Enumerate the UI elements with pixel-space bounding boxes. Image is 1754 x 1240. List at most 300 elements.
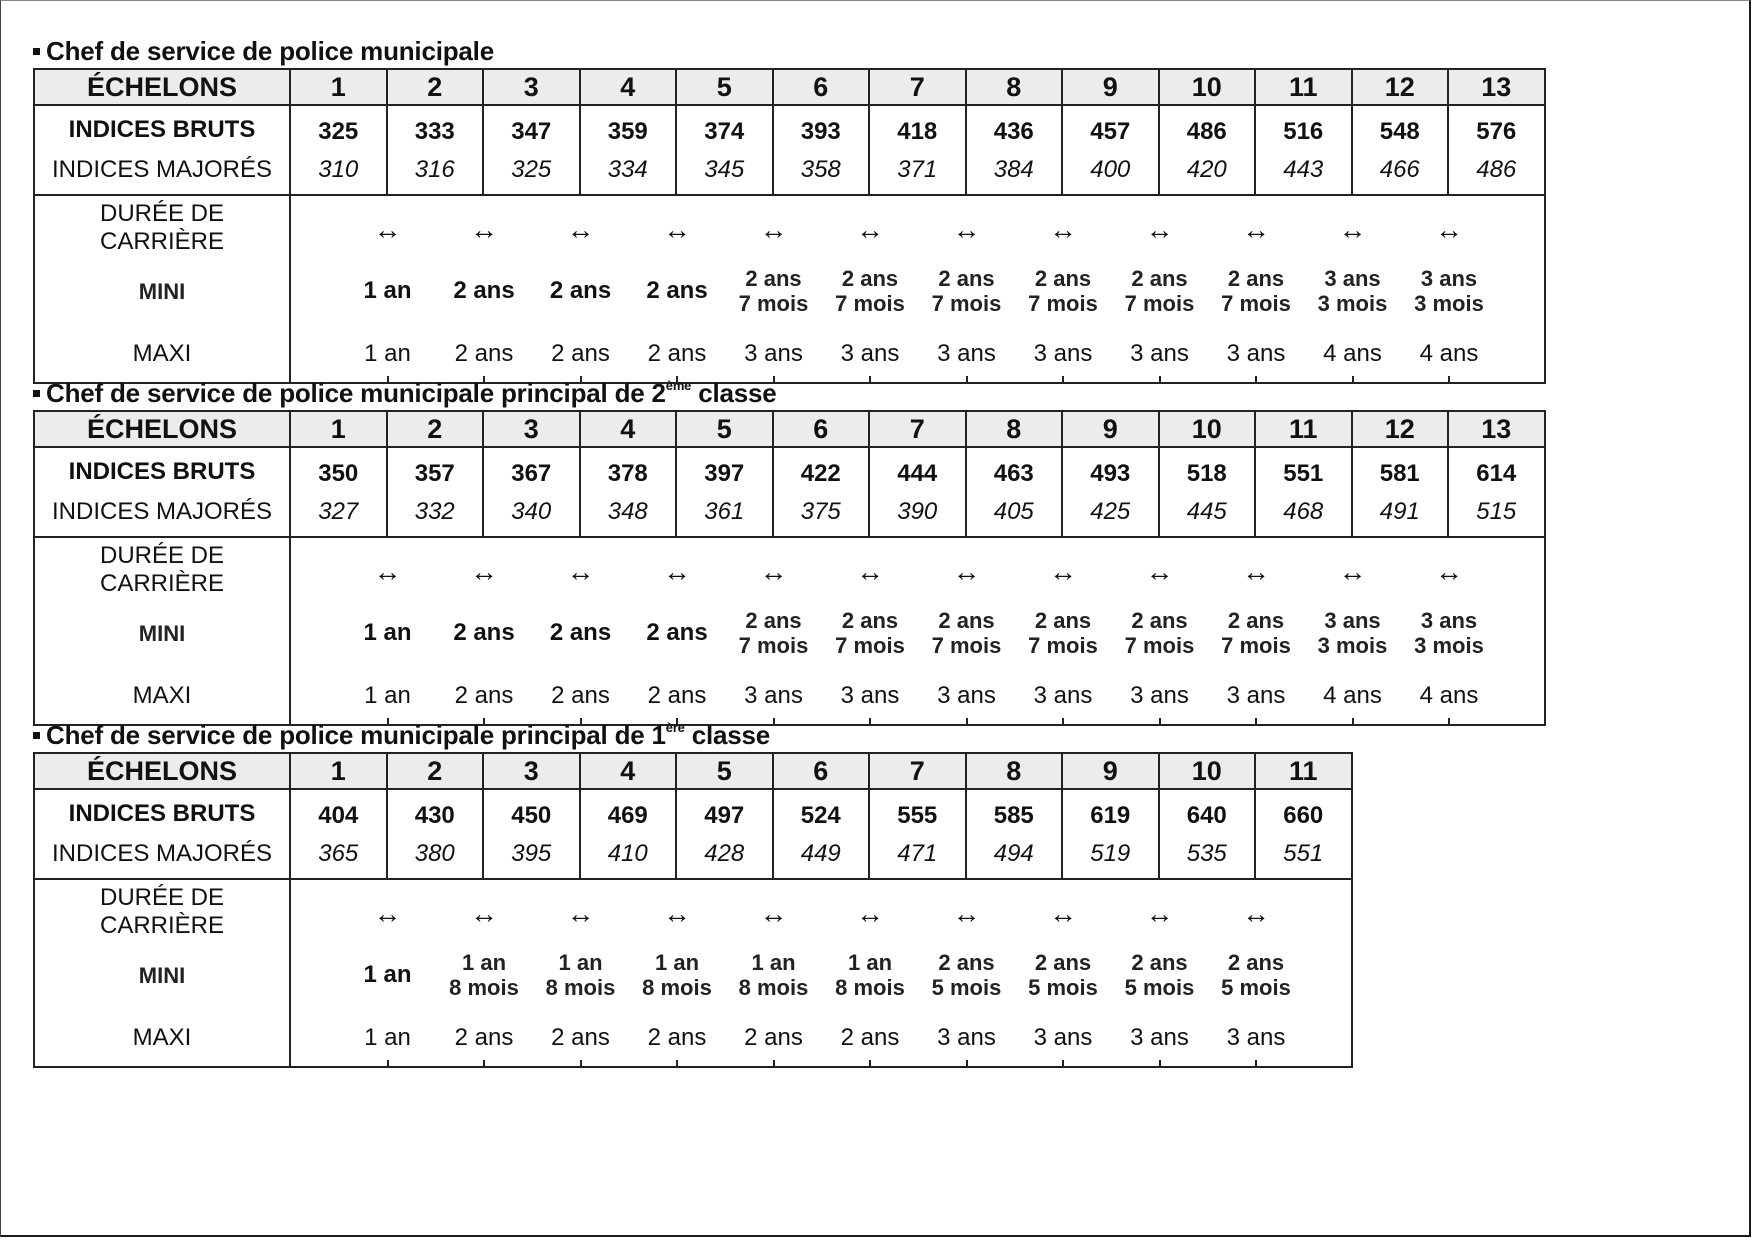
maxi-duration: 3 ans (1033, 682, 1093, 709)
indice-brut-value: 444 (897, 460, 938, 487)
transition-column (1015, 538, 1112, 724)
echelon-number: 13 (1448, 411, 1545, 447)
indice-majore-value: 425 (1090, 498, 1131, 525)
indice-majore-value: 420 (1186, 156, 1227, 183)
mini-duration: 2 ans 7 mois (1124, 266, 1195, 316)
maxi-duration: 3 ans (1226, 682, 1286, 709)
maxi-duration: 3 ans (1130, 682, 1189, 709)
double-arrow-icon: ↔ (663, 898, 691, 929)
bullet-icon (33, 48, 40, 55)
duree-label: DURÉE DE CARRIÈRE (99, 542, 225, 597)
indices-row (34, 789, 1352, 879)
tick-mark (580, 1060, 582, 1068)
indice-majore-value: 466 (1379, 156, 1420, 183)
transition-column (436, 880, 533, 1066)
transition-column (1208, 880, 1305, 1066)
transition-column (339, 538, 436, 724)
double-arrow-icon: ↔ (1049, 214, 1077, 245)
double-arrow-icon: ↔ (373, 556, 402, 587)
double-arrow-icon: ↔ (1049, 898, 1077, 929)
echelon-number: 6 (773, 411, 870, 447)
echelons-label: ÉCHELONS (34, 411, 290, 447)
indice-majore-value: 327 (318, 498, 359, 525)
duree-values-cell (290, 537, 1545, 725)
section-title-text: Chef de service de police municipale (46, 36, 494, 66)
echelon-table (33, 410, 1546, 726)
tick-mark (1448, 718, 1450, 726)
double-arrow-icon: ↔ (566, 214, 595, 245)
mini-duration: 2 ans (646, 619, 708, 646)
indice-majore-value: 491 (1379, 498, 1420, 525)
indices-cell (676, 105, 773, 195)
indice-majore-value: 365 (318, 840, 359, 867)
mini-duration: 1 an (363, 619, 412, 646)
indice-brut-value: 516 (1283, 118, 1324, 145)
mini-duration: 3 ans 3 mois (1317, 266, 1388, 316)
echelon-number: 3 (483, 753, 580, 789)
indices-cell (1159, 105, 1256, 195)
transition-column (339, 880, 436, 1066)
double-arrow-icon: ↔ (663, 214, 691, 245)
section-title-superscript: ère (665, 720, 685, 735)
indice-majore-value: 380 (414, 840, 455, 867)
indices-row (34, 447, 1545, 537)
transition-column (339, 196, 436, 382)
indice-majore-value: 519 (1090, 840, 1131, 867)
mini-duration: 2 ans 7 mois (1124, 608, 1195, 658)
indice-majore-value: 551 (1283, 840, 1324, 867)
mini-duration: 1 an (363, 277, 412, 304)
transition-column (918, 538, 1015, 724)
mini-duration: 2 ans 7 mois (1028, 608, 1098, 658)
indices-cell (1062, 105, 1159, 195)
maxi-duration: 2 ans (647, 340, 707, 367)
indices-cell (1352, 447, 1449, 537)
double-arrow-icon: ↔ (759, 556, 788, 587)
maxi-duration: 3 ans (937, 682, 996, 709)
transition-column (1015, 880, 1112, 1066)
indices-cell (1159, 789, 1256, 879)
indices-label-cell (34, 105, 290, 195)
mini-label: MINI (138, 279, 186, 304)
double-arrow-icon: ↔ (856, 898, 884, 929)
indice-majore-value: 468 (1283, 498, 1324, 525)
indices-cell (966, 447, 1063, 537)
duree-area (291, 196, 1544, 382)
indices-cell (483, 105, 580, 195)
indices-cell (1062, 789, 1159, 879)
echelon-number: 9 (1062, 753, 1159, 789)
tick-mark (483, 1060, 485, 1068)
transition-column (725, 538, 822, 724)
double-arrow-icon: ↔ (373, 214, 402, 245)
duree-values-cell (290, 879, 1352, 1067)
maxi-duration: 1 an (364, 682, 411, 709)
mini-duration: 2 ans 7 mois (931, 266, 1002, 316)
double-arrow-icon: ↔ (1242, 898, 1270, 929)
maxi-duration: 4 ans (1323, 682, 1382, 709)
maxi-duration: 3 ans (937, 340, 996, 367)
indice-brut-value: 393 (800, 118, 841, 145)
maxi-duration: 2 ans (551, 1024, 610, 1051)
indice-majore-value: 345 (704, 156, 745, 183)
mini-duration: 2 ans 5 mois (1124, 950, 1195, 1000)
transition-column (822, 538, 919, 724)
double-arrow-icon: ↔ (952, 556, 981, 587)
duree-area (291, 538, 1544, 724)
indice-brut-value: 497 (704, 802, 745, 829)
mini-duration: 1 an (363, 961, 412, 988)
double-arrow-icon: ↔ (1145, 556, 1174, 587)
indice-majore-value: 494 (993, 840, 1034, 867)
echelons-label: ÉCHELONS (34, 753, 290, 789)
indice-brut-value: 640 (1186, 802, 1227, 829)
mini-duration: 1 an 8 mois (738, 950, 809, 1000)
maxi-duration: 2 ans (744, 1024, 803, 1051)
indice-brut-value: 325 (318, 118, 359, 145)
echelon-number: 9 (1062, 411, 1159, 447)
double-arrow-icon: ↔ (470, 898, 498, 929)
indices-cell (773, 789, 870, 879)
indice-majore-value: 316 (414, 156, 455, 183)
transition-column (532, 196, 629, 382)
indice-majore-value: 405 (993, 498, 1034, 525)
maxi-duration: 4 ans (1419, 340, 1479, 367)
echelon-number: 2 (387, 411, 484, 447)
indice-majore-value: 348 (607, 498, 648, 525)
transition-column (918, 196, 1015, 382)
tick-mark (773, 1060, 775, 1068)
indice-majore-value: 390 (897, 498, 938, 525)
echelons-label: ÉCHELONS (34, 69, 290, 105)
double-arrow-icon: ↔ (1049, 556, 1077, 587)
double-arrow-icon: ↔ (566, 898, 595, 929)
transition-column (1111, 880, 1208, 1066)
indices-label-cell (34, 447, 290, 537)
double-arrow-icon: ↔ (470, 556, 498, 587)
indices-cell (483, 447, 580, 537)
indices-cell (580, 789, 677, 879)
transition-column (1401, 196, 1498, 382)
mini-duration: 2 ans (549, 619, 612, 646)
transition-column (629, 196, 726, 382)
echelon-number: 5 (676, 69, 773, 105)
indices-cell (966, 789, 1063, 879)
double-arrow-icon: ↔ (1242, 556, 1270, 587)
echelon-number: 6 (773, 753, 870, 789)
mini-duration: 1 an 8 mois (449, 950, 519, 1000)
indice-majore-value: 445 (1186, 498, 1227, 525)
mini-duration: 2 ans (646, 277, 708, 304)
indice-brut-value: 619 (1090, 802, 1131, 829)
maxi-label: MAXI (132, 682, 192, 709)
transition-column (1208, 538, 1305, 724)
indice-brut-value: 418 (897, 118, 938, 145)
section-title (33, 720, 1353, 752)
indice-majore-value: 325 (511, 156, 552, 183)
section-title-superscript: ème (665, 378, 692, 393)
indice-brut-value: 422 (800, 460, 841, 487)
indice-majore-value: 443 (1283, 156, 1324, 183)
tick-mark (1159, 1060, 1161, 1068)
duree-label: DURÉE DE CARRIÈRE (99, 884, 225, 939)
mini-duration: 2 ans 7 mois (1221, 608, 1291, 658)
indice-majore-value: 361 (704, 498, 745, 525)
indice-majore-value: 358 (800, 156, 841, 183)
echelon-number: 11 (1255, 411, 1352, 447)
double-arrow-icon: ↔ (470, 214, 498, 245)
indice-brut-value: 350 (318, 460, 359, 487)
tick-mark (869, 1060, 871, 1068)
double-arrow-icon: ↔ (373, 898, 402, 929)
echelon-number: 3 (483, 69, 580, 105)
indices-cell (387, 105, 484, 195)
maxi-duration: 2 ans (454, 1024, 514, 1051)
echelon-number: 10 (1159, 411, 1256, 447)
echelon-number: 8 (966, 753, 1063, 789)
indice-brut-value: 486 (1186, 118, 1227, 145)
transition-column (725, 880, 822, 1066)
double-arrow-icon: ↔ (1435, 214, 1463, 245)
echelon-number: 2 (387, 69, 484, 105)
mini-duration: 2 ans 7 mois (931, 608, 1002, 658)
indices-cell (1448, 447, 1545, 537)
indices-bruts-label: INDICES BRUTS (68, 800, 256, 827)
indice-brut-value: 359 (607, 118, 648, 145)
indices-cell (387, 447, 484, 537)
maxi-label: MAXI (132, 1024, 192, 1051)
echelon-number: 1 (290, 411, 387, 447)
indice-majore-value: 395 (511, 840, 552, 867)
mini-duration: 2 ans 5 mois (1221, 950, 1291, 1000)
section-title-suffix: classe (691, 378, 777, 408)
indice-majore-value: 375 (800, 498, 841, 525)
transition-column (1401, 538, 1498, 724)
double-arrow-icon: ↔ (952, 214, 981, 245)
indice-majore-value: 384 (993, 156, 1034, 183)
mini-label: MINI (138, 963, 186, 988)
echelon-number: 11 (1255, 69, 1352, 105)
mini-duration: 3 ans 3 mois (1414, 266, 1484, 316)
echelon-number: 10 (1159, 69, 1256, 105)
echelon-number: 5 (676, 753, 773, 789)
echelon-number: 7 (869, 411, 966, 447)
mini-duration: 2 ans 5 mois (1028, 950, 1098, 1000)
indices-cell (580, 447, 677, 537)
duree-label-cell (34, 537, 290, 725)
indice-majore-value: 340 (511, 498, 552, 525)
maxi-duration: 2 ans (551, 682, 610, 709)
transition-column (1304, 538, 1401, 724)
indices-cell (387, 789, 484, 879)
indices-majores-label: INDICES MAJORÉS (51, 498, 273, 525)
mini-label: MINI (138, 621, 186, 646)
transition-column (1304, 196, 1401, 382)
maxi-duration: 4 ans (1419, 682, 1479, 709)
duree-label-cell (34, 879, 290, 1067)
indices-cell (1448, 105, 1545, 195)
transition-column (532, 880, 629, 1066)
indices-cell (966, 105, 1063, 195)
indices-row (34, 105, 1545, 195)
indices-cell (483, 789, 580, 879)
section-title-text: Chef de service de police municipale principal de 1 (46, 720, 666, 750)
echelon-number: 12 (1352, 69, 1449, 105)
duree-area (291, 880, 1351, 1066)
indices-cell (580, 105, 677, 195)
indice-majore-value: 486 (1476, 156, 1517, 183)
grade-section (33, 378, 1546, 726)
indice-brut-value: 397 (704, 460, 745, 487)
echelon-number: 9 (1062, 69, 1159, 105)
maxi-duration: 1 an (364, 340, 411, 367)
indices-cell (1255, 447, 1352, 537)
indices-cell (676, 447, 773, 537)
indices-cell (1255, 789, 1352, 879)
maxi-duration: 2 ans (454, 340, 514, 367)
indice-brut-value: 357 (414, 460, 455, 487)
indice-brut-value: 347 (511, 118, 552, 145)
indice-brut-value: 378 (607, 460, 648, 487)
indice-majore-value: 428 (704, 840, 745, 867)
transition-column (436, 538, 533, 724)
indice-brut-value: 436 (993, 118, 1034, 145)
duree-label-cell (34, 195, 290, 383)
section-title (33, 36, 1546, 68)
echelon-number: 8 (966, 411, 1063, 447)
transition-column (436, 196, 533, 382)
indices-cell (1159, 447, 1256, 537)
indice-majore-value: 410 (607, 840, 648, 867)
echelon-table (33, 752, 1353, 1068)
echelon-number: 1 (290, 753, 387, 789)
indice-majore-value: 310 (318, 156, 359, 183)
echelon-number: 4 (580, 69, 677, 105)
echelon-number: 2 (387, 753, 484, 789)
echelon-number: 5 (676, 411, 773, 447)
bottom-ticks (291, 1060, 1351, 1068)
indices-cell (1352, 105, 1449, 195)
indices-cell (676, 789, 773, 879)
indice-brut-value: 576 (1476, 118, 1517, 145)
duree-values-cell (290, 195, 1545, 383)
echelon-number: 12 (1352, 411, 1449, 447)
grade-section (33, 36, 1546, 384)
indice-brut-value: 585 (993, 802, 1034, 829)
indice-brut-value: 581 (1379, 460, 1420, 487)
double-arrow-icon: ↔ (1338, 556, 1367, 587)
double-arrow-icon: ↔ (1338, 214, 1367, 245)
transition-column (822, 196, 919, 382)
maxi-duration: 3 ans (840, 682, 900, 709)
mini-duration: 1 an 8 mois (545, 950, 616, 1000)
section-title-text: Chef de service de police municipale principal de 2 (46, 378, 666, 408)
indice-brut-value: 469 (607, 802, 648, 829)
indices-cell (773, 105, 870, 195)
maxi-duration: 3 ans (1130, 1024, 1189, 1051)
indices-cell (869, 447, 966, 537)
double-arrow-icon: ↔ (856, 214, 884, 245)
indice-majore-value: 334 (607, 156, 648, 183)
indice-brut-value: 374 (704, 118, 745, 145)
echelon-number: 4 (580, 753, 677, 789)
mini-duration: 2 ans 7 mois (1221, 266, 1291, 316)
maxi-duration: 4 ans (1323, 340, 1382, 367)
transition-column (1015, 196, 1112, 382)
tick-mark (676, 1060, 678, 1068)
tick-mark (1062, 1060, 1064, 1068)
duree-row (34, 195, 1545, 383)
indice-brut-value: 548 (1379, 118, 1420, 145)
indice-majore-value: 471 (897, 840, 938, 867)
mini-duration: 2 ans (549, 277, 612, 304)
indice-brut-value: 518 (1186, 460, 1227, 487)
echelons-header-row (34, 753, 1352, 789)
transition-column (918, 880, 1015, 1066)
indice-brut-value: 450 (511, 802, 552, 829)
echelon-number: 8 (966, 69, 1063, 105)
indice-brut-value: 333 (414, 118, 455, 145)
echelon-number: 11 (1255, 753, 1352, 789)
indice-brut-value: 463 (993, 460, 1034, 487)
indices-cell (290, 447, 387, 537)
maxi-duration: 3 ans (1033, 1024, 1093, 1051)
maxi-duration: 1 an (364, 1024, 411, 1051)
transition-column (822, 880, 919, 1066)
indices-bruts-label: INDICES BRUTS (68, 458, 256, 485)
echelon-number: 7 (869, 753, 966, 789)
double-arrow-icon: ↔ (566, 556, 595, 587)
indice-brut-value: 404 (318, 802, 359, 829)
indices-cell (290, 105, 387, 195)
indice-majore-value: 332 (414, 498, 455, 525)
maxi-duration: 3 ans (1033, 340, 1093, 367)
indices-bruts-label: INDICES BRUTS (68, 116, 256, 143)
transition-column (1111, 538, 1208, 724)
maxi-duration: 2 ans (454, 682, 514, 709)
maxi-duration: 3 ans (937, 1024, 996, 1051)
indices-cell (773, 447, 870, 537)
transition-column (1111, 196, 1208, 382)
indice-majore-value: 371 (897, 156, 938, 183)
indices-majores-label: INDICES MAJORÉS (51, 840, 273, 867)
indice-brut-value: 551 (1283, 460, 1324, 487)
indice-majore-value: 515 (1476, 498, 1517, 525)
maxi-duration: 3 ans (744, 340, 803, 367)
grade-section (33, 720, 1353, 1068)
echelon-number: 10 (1159, 753, 1256, 789)
section-title-suffix: classe (684, 720, 771, 750)
echelon-number: 3 (483, 411, 580, 447)
double-arrow-icon: ↔ (1145, 898, 1174, 929)
maxi-duration: 3 ans (744, 682, 803, 709)
indice-majore-value: 449 (800, 840, 841, 867)
echelon-number: 4 (580, 411, 677, 447)
duree-row (34, 537, 1545, 725)
transition-column (532, 538, 629, 724)
maxi-duration: 3 ans (1130, 340, 1189, 367)
mini-duration: 2 ans 7 mois (835, 608, 905, 658)
echelon-table (33, 68, 1546, 384)
double-arrow-icon: ↔ (952, 898, 981, 929)
indice-brut-value: 614 (1476, 460, 1517, 487)
mini-duration: 3 ans 3 mois (1414, 608, 1484, 658)
double-arrow-icon: ↔ (663, 556, 691, 587)
indice-brut-value: 493 (1090, 460, 1131, 487)
echelon-number: 6 (773, 69, 870, 105)
mini-duration: 2 ans 5 mois (931, 950, 1002, 1000)
mini-duration: 2 ans (453, 619, 515, 646)
